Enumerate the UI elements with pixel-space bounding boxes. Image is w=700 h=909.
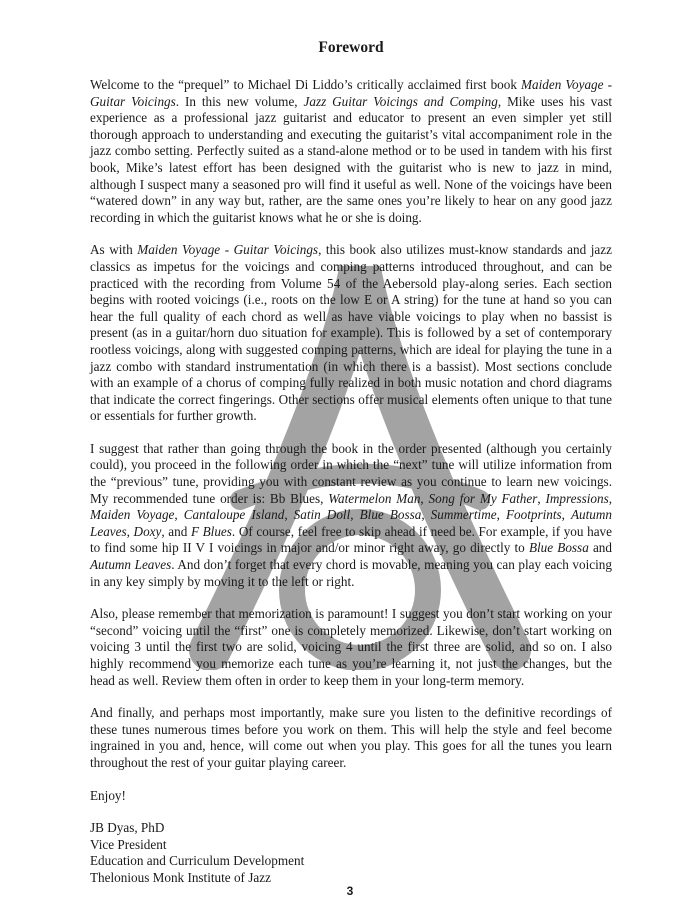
paragraph-4 — [90, 606, 612, 689]
italic-title-text: Blue Bossa — [528, 540, 589, 556]
body-text: . Of course, feel free to skip ahead if need be. For example, if you have to find some hip II V I voicings in major and/or minor right away, go directly to — [90, 523, 612, 556]
italic-title-text: Autumn Leaves — [90, 507, 613, 539]
paragraph-2 — [90, 242, 612, 425]
signature-position: Vice President — [90, 836, 167, 852]
body-text: Welcome to the “prequel” to Michael Di Liddo’s critically acclaimed first book — [90, 77, 522, 92]
body-text: , this book also utilizes must-know standards and jazz classics as impetus for the voicings and comping patterns introduced throughout, and can be practiced with the recording from Volume 54 of the Aebersold play-along series. Each section begins with rooted voicings (i.e., roots on the low E or A string) for the tune at hand so you can hear the full quality of each chord as well as have viable voicings to play when no bassist is present (as in a guitar/horn duo situation for example). This is followed by a set of contemporary rootless voicings, along with suggested comping patterns, which are ideal for playing the tune in a jazz combo with standard instrumentation (in which there is a bassist). Most sections conclude with an example of a chorus of comping fully realized in both music notation and chord diagrams that indicate the correct fingerings. Other sections offer musical elements often unique to that tune or essentials for further growth. — [90, 242, 612, 424]
page-title: Foreword — [318, 39, 384, 56]
italic-title-text: Summertime — [430, 507, 497, 523]
paragraph-1 — [90, 77, 612, 226]
signature-organization: Thelonious Monk Institute of Jazz — [90, 869, 271, 885]
italic-title-text: Watermelon Man — [328, 490, 421, 506]
italic-title-text: Blue Bossa — [359, 507, 422, 523]
body-text: As with — [90, 242, 138, 258]
signature-name: JB Dyas, PhD — [90, 820, 165, 836]
signature-block — [90, 820, 612, 886]
italic-title-text: Song for My Father — [428, 490, 538, 506]
italic-title-text: Maiden Voyage — [90, 507, 175, 523]
body-text: , — [537, 490, 546, 506]
signature-department: Education and Curriculum Development — [90, 853, 305, 869]
italic-title-text: Maiden Voyage - Guitar Voicings — [137, 242, 319, 258]
body-text: , — [284, 507, 294, 523]
paragraph-3 — [90, 441, 612, 590]
body-text: , — [174, 507, 184, 523]
closing-line: Enjoy! — [90, 787, 126, 803]
body-text: And finally, and perhaps most importantly, make sure you listen to the definitive recordings of these tunes numerous times before you work on them. This will help the style and feel become ingrained in you and, hence, will come out when you play. This goes for all the tunes you learn throughout the rest of your guitar playing career. — [90, 705, 612, 770]
italic-title-text: F Blues — [190, 523, 232, 539]
italic-title-text: Jazz Guitar Voicings and Comping — [303, 93, 498, 109]
page-number: 3 — [346, 884, 354, 898]
italic-title-text: Autumn Leaves — [90, 557, 172, 573]
italic-title-text: Doxy — [133, 523, 162, 539]
body-text: , Mike uses his vast experience as a professional jazz guitarist and educator to present an even simpler yet still thorough approach to understanding and executing the guitarist’s vital accompaniment role in the jazz combo setting. Perfectly suited as a stand-alone method or to be used in tandem with his first book, Mike’s latest effort has been designed with the guitarist who is new to jazz in mind, although I suspect many a seasoned pro will find it useful as well. None of the voicings have been “watered down” in any way but, rather, are the same ones you’re likely to hear on any good jazz recording in which the guitarist knows what he or she is doing. — [90, 93, 612, 225]
body-text: . And don’t forget that every chord is movable, meaning you can play each voicing in any key simply by moving it to the left or right. — [90, 557, 612, 589]
body-text: , and — [161, 523, 191, 539]
body-text: and — [588, 540, 612, 556]
body-text: I suggest that rather than going through the book in the order presented (although you certainly could), you proceed in the following order in which the “next” tune will utilize information from the “previous” tune, providing you with constant review as you continue to learn new voicings. My recommended tune order is: Bb Blues, — [90, 440, 612, 506]
body-text: , — [350, 507, 360, 523]
paragraph-5 — [90, 705, 612, 771]
foreword-content — [90, 38, 612, 887]
body-text: , — [496, 507, 506, 523]
italic-title-text: Cantaloupe Island — [183, 507, 285, 523]
body-text: , — [421, 507, 431, 523]
body-text: , — [126, 523, 134, 539]
italic-title-text: Footprints — [505, 507, 562, 523]
body-text: , — [608, 490, 613, 506]
body-text: Also, please remember that memorization is paramount! I suggest you don’t start working on your “second” voicing until the “first” one is completely memorized. Likewise, don’t start working on voicing 3 until the first two are solid, voicing 4 until the first three are solid, and so on. I also highly recommend you memorize each tune as you’re learning it, not just the changes, but the head as well. Review them often in order to keep them in your long-term memory. — [90, 606, 612, 688]
italic-title-text: Satin Doll — [293, 507, 351, 523]
body-text: . In this new volume, — [175, 93, 304, 109]
body-text: , — [561, 507, 571, 523]
italic-title-text: Maiden Voyage - Guitar Voicings — [90, 77, 612, 109]
body-text: , — [420, 490, 429, 506]
italic-title-text: Impressions — [545, 490, 609, 506]
